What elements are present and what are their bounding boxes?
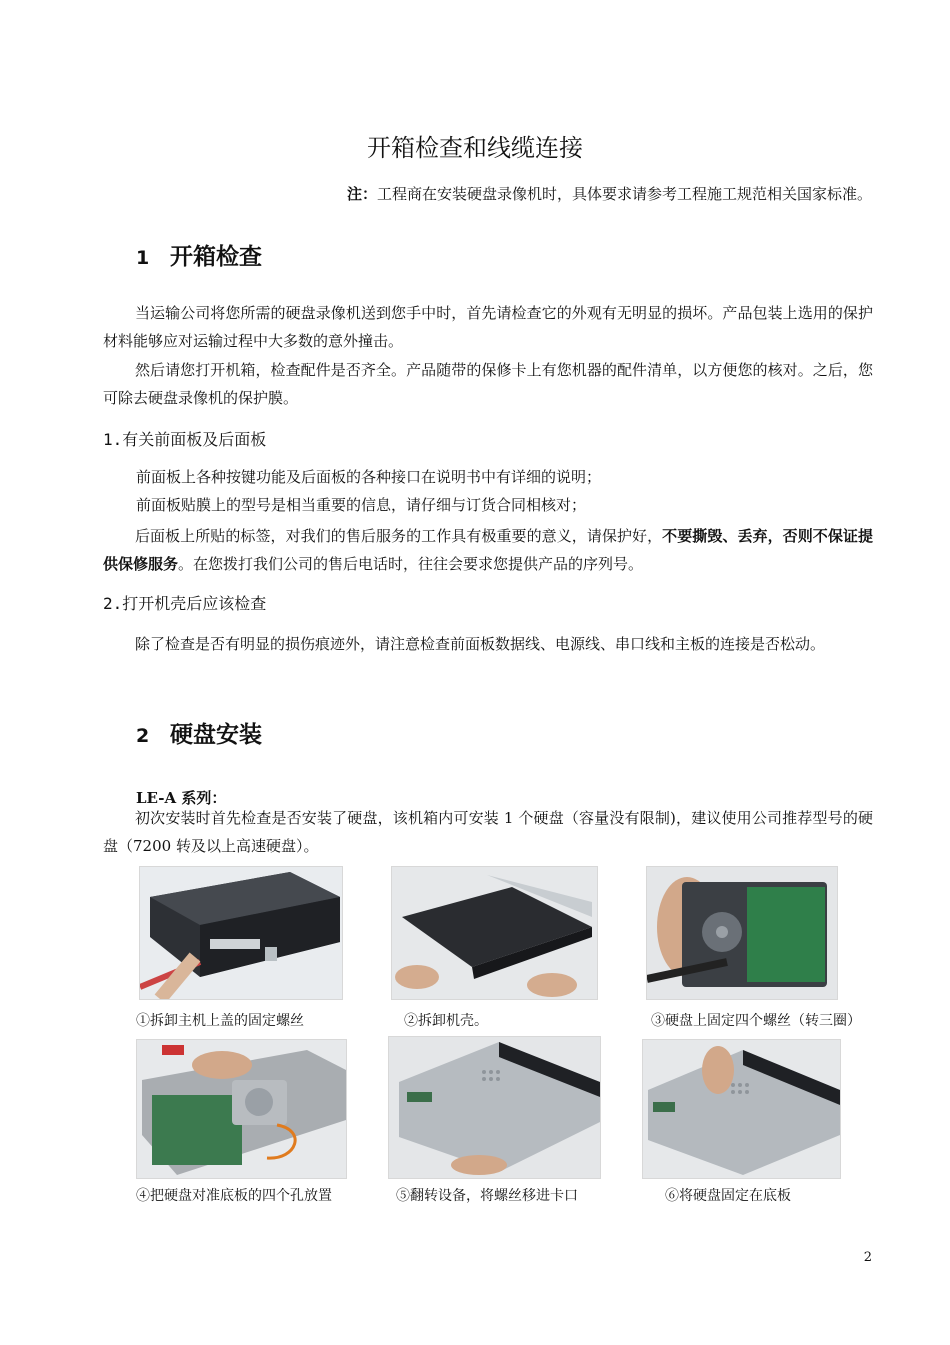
step-4-caption: ④把硬盘对准底板的四个孔放置 [136, 1188, 332, 1204]
sub1-line-3-a: 后面板上所贴的标签，对我们的售后服务的工作具有极重要的意义，请保护好， [135, 527, 663, 545]
subsection-2-heading: 2.打开机壳后应该检查 [103, 594, 267, 613]
subsection-1-heading: 1.有关前面板及后面板 [103, 430, 267, 449]
sub1-line-2: 前面板贴膜上的型号是相当重要的信息，请仔细与订货合同相核对； [136, 496, 587, 514]
step-6-caption: ⑥将硬盘固定在底板 [665, 1188, 791, 1204]
sub1-warning-bold: 不要撕毁、丢弃，否则不保证提供保修服务 [103, 527, 873, 573]
step-5-caption: ⑤翻转设备，将螺丝移进卡口 [396, 1188, 578, 1204]
series-label: LE-A 系列： [136, 789, 227, 807]
page-title: 开箱检查和线缆连接 [367, 134, 583, 162]
sub1-line-1: 前面板上各种按键功能及后面板的各种接口在说明书中有详细的说明； [136, 468, 602, 486]
sub1-line-3-b: 。在您拨打我们公司的售后电话时，往往会要求您提供产品的序列号。 [178, 555, 644, 573]
paragraph-text [103, 522, 873, 578]
section-2-title: 硬盘安装 [170, 722, 262, 748]
page-number: 2 [863, 1250, 872, 1265]
sub1-paragraph-3 [103, 522, 873, 578]
step-2-photo [391, 866, 598, 1000]
note-label: 注： [346, 185, 377, 203]
section-1-heading [136, 238, 262, 271]
section-2-number: 2 [136, 725, 150, 747]
section-1-title: 开箱检查 [170, 244, 262, 270]
paragraph-text: 当运输公司将您所需的硬盘录像机送到您手中时，首先请检查它的外观有无明显的损坏。产品包装上选用的保护材料能够应对运输过程中大多数的意外撞击。 [103, 304, 873, 350]
note-text: 工程商在安装硬盘录像机时，具体要求请参考工程施工规范相关国家标准。 [376, 185, 872, 203]
step-3-caption: ③硬盘上固定四个螺丝（转三圈） [651, 1013, 861, 1029]
note-line [347, 183, 872, 204]
paragraph-text: 然后请您打开机箱，检查配件是否齐全。产品随带的保修卡上有您机器的配件清单，以方便您的核对。之后，您可除去硬盘录像机的保护膜。 [103, 361, 873, 407]
step-1-caption: ①拆卸主机上盖的固定螺丝 [136, 1013, 304, 1029]
section-2-intro [103, 804, 873, 860]
section-1-number: 1 [136, 247, 150, 269]
step-6-photo [642, 1039, 841, 1179]
step-5-photo [388, 1036, 601, 1179]
sub2-paragraph [103, 630, 873, 658]
section-1-paragraph-2 [103, 356, 873, 412]
section-2-heading [136, 716, 262, 749]
step-4-photo [136, 1039, 347, 1179]
step-2-caption: ②拆卸机壳。 [404, 1013, 488, 1029]
step-3-photo [646, 866, 838, 1000]
step-1-photo [139, 866, 343, 1000]
section-1-paragraph-1 [103, 299, 873, 355]
paragraph-text: 初次安装时首先检查是否安装了硬盘，该机箱内可安装 1 个硬盘（容量没有限制)，建议使用公司推荐型号的硬盘（7200 转及以上高速硬盘）。 [103, 809, 873, 855]
paragraph-text: 除了检查是否有明显的损伤痕迹外，请注意检查前面板数据线、电源线、串口线和主板的连接是否松动。 [135, 635, 826, 653]
